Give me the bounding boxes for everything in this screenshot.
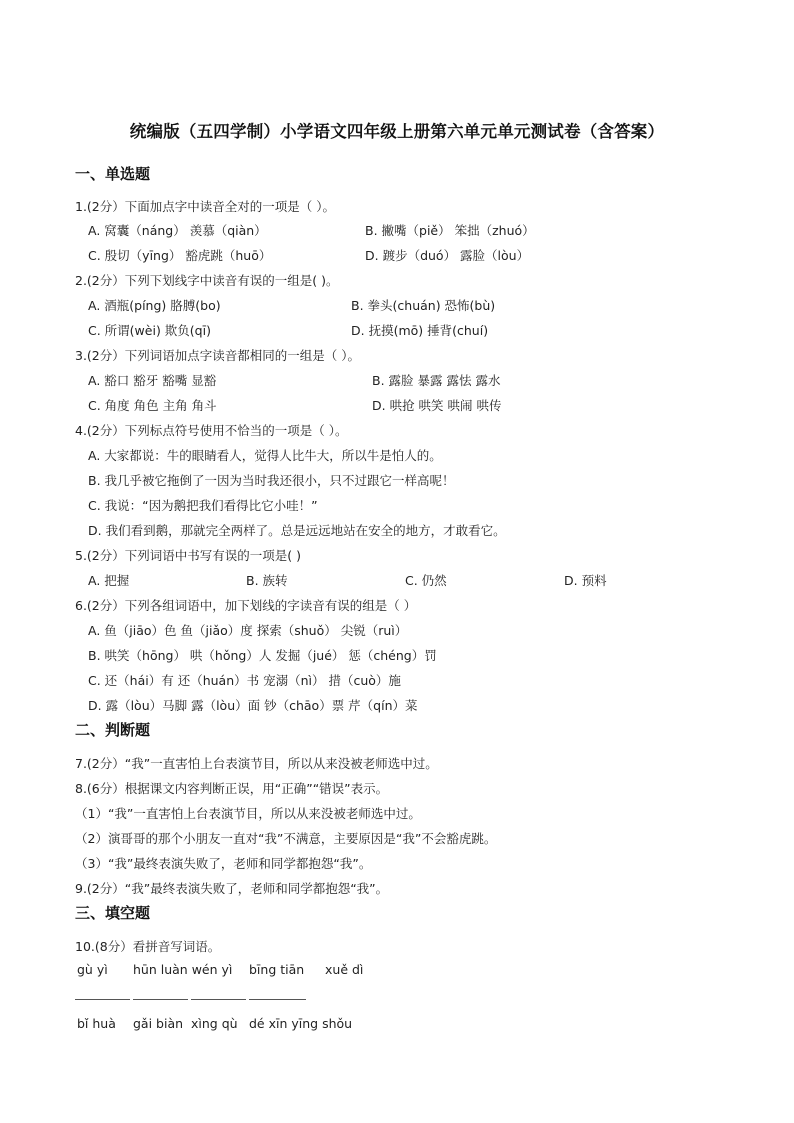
- question-4-option-c: C. 我说：“因为鹅把我们看得比它小哇！”: [88, 498, 318, 513]
- question-2-stem: 2.(2分）下列下划线字中读音有误的一组是( )。: [75, 273, 339, 288]
- pinyin-word: gǎi biàn: [133, 1016, 184, 1031]
- question-5-option-d: D. 预料: [564, 573, 607, 588]
- pinyin-word: xuě dì: [325, 962, 364, 977]
- pinyin-word: xìng qù: [191, 1016, 238, 1031]
- question-1-option-b: B. 撇嘴（piě） 笨拙（zhuó）: [365, 223, 535, 238]
- question-3-option-b: B. 露脸 暴露 露怯 露水: [372, 373, 501, 388]
- answer-blank[interactable]: [191, 999, 246, 1000]
- question-1-stem: 1.(2分）下面加点字中读音全对的一项是（ ）。: [75, 199, 335, 214]
- question-8-stem: 8.(6分）根据课文内容判断正误，用“正确”“错误”表示。: [75, 781, 389, 796]
- question-4-option-d: D. 我们看到鹅，那就完全两样了。总是远远地站在安全的地方，才敢看它。: [88, 523, 506, 538]
- question-9: 9.(2分）“我”最终表演失败了，老师和同学都抱怨“我”。: [75, 881, 389, 896]
- question-2-option-d: D. 抚摸(mō) 捶背(chuí): [351, 323, 489, 338]
- question-5-stem: 5.(2分）下列词语中书写有误的一项是( ): [75, 548, 301, 563]
- answer-blank[interactable]: [75, 999, 130, 1000]
- question-1-option-c: C. 殷切（yīng） 豁虎跳（huō）: [88, 248, 272, 263]
- question-5-option-c: C. 仍然: [405, 573, 447, 588]
- question-6-option-a: A. 鱼（jiāo）色 鱼（jiǎo）度 探索（shuǒ） 尖锐（ruì）: [88, 623, 408, 638]
- question-8-item-3: （3）“我”最终表演失败了，老师和同学都抱怨“我”。: [75, 856, 372, 871]
- question-6-option-b: B. 哄笑（hōng） 哄（hǒng）人 发掘（jué） 惩（chéng）罚: [88, 648, 437, 663]
- pinyin-word: bǐ huà: [77, 1016, 116, 1031]
- question-2-option-a: A. 酒瓶(píng) 胳膊(bo): [88, 298, 221, 313]
- page-title: 统编版（五四学制）小学语文四年级上册第六单元单元测试卷（含答案）: [129, 122, 665, 141]
- question-6-option-d: D. 露（lòu）马脚 露（lòu）面 钞（chāo）票 芹（qín）菜: [88, 698, 418, 713]
- question-5-option-b: B. 族转: [246, 573, 288, 588]
- question-10-stem: 10.(8分）看拼音写词语。: [75, 939, 221, 954]
- question-3-option-c: C. 角度 角色 主角 角斗: [88, 398, 217, 413]
- question-3-stem: 3.(2分）下列词语加点字读音都相同的一组是（ ）。: [75, 348, 360, 363]
- question-3-option-a: A. 豁口 豁牙 豁嘴 显豁: [88, 373, 217, 388]
- question-6-stem: 6.(2分）下列各组词语中，加下划线的字读音有误的组是（ ）: [75, 598, 417, 613]
- question-5-option-a: A. 把握: [88, 573, 130, 588]
- question-8-item-1: （1）“我”一直害怕上台表演节目，所以从来没被老师选中过。: [75, 806, 421, 821]
- pinyin-word: dé xīn yīng shǒu: [249, 1016, 353, 1031]
- section-heading-fill-blank: 三、填空题: [75, 904, 151, 922]
- pinyin-word: gù yì: [77, 962, 108, 977]
- question-2-option-b: B. 拳头(chuán) 恐怖(bù): [351, 298, 496, 313]
- question-2-option-c: C. 所谓(wèi) 欺负(qī): [88, 323, 211, 338]
- answer-blank[interactable]: [249, 999, 306, 1000]
- question-8-item-2: （2）演哥哥的那个小朋友一直对“我”不满意，主要原因是“我”不会豁虎跳。: [75, 831, 497, 846]
- answer-blank[interactable]: [133, 999, 188, 1000]
- question-4-option-a: A. 大家都说：牛的眼睛看人，觉得人比牛大，所以牛是怕人的。: [88, 448, 442, 463]
- pinyin-word: hūn luàn wén yì: [133, 962, 233, 977]
- question-7: 7.(2分）“我”一直害怕上台表演节目，所以从来没被老师选中过。: [75, 756, 438, 771]
- question-6-option-c: C. 还（hái）有 还（huán）书 宠溺（nì） 措（cuò）施: [88, 673, 401, 688]
- question-4-option-b: B. 我几乎被它拖倒了一因为当时我还很小，只不过跟它一样高呢！: [88, 473, 455, 488]
- question-1-option-a: A. 窝囊（náng） 羡慕（qiàn）: [88, 223, 267, 238]
- question-4-stem: 4.(2分）下列标点符号使用不恰当的一项是（ ）。: [75, 423, 348, 438]
- question-1-option-d: D. 踱步（duó） 露脸（lòu）: [365, 248, 530, 263]
- section-heading-single-choice: 一、单选题: [75, 165, 151, 183]
- pinyin-word: bīng tiān: [249, 962, 305, 977]
- question-3-option-d: D. 哄抢 哄笑 哄闹 哄传: [372, 398, 502, 413]
- section-heading-true-false: 二、判断题: [75, 721, 151, 739]
